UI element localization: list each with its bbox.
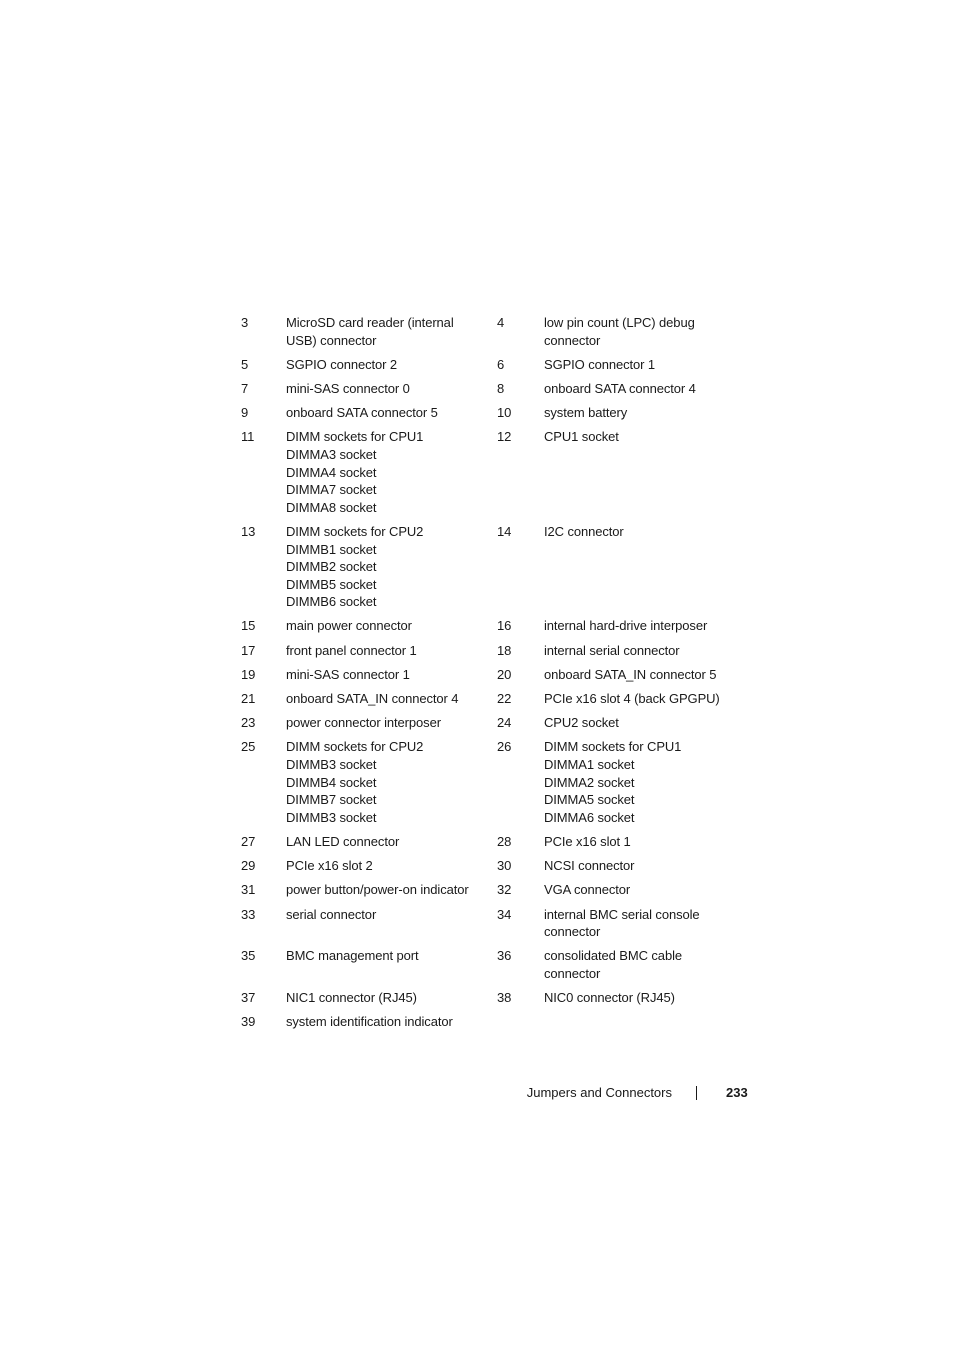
legend-item-label [544,881,741,905]
legend-row [241,642,741,666]
legend-item-label-line: DIMMA8 socket [286,499,377,515]
legend-item-number: 29 [241,858,256,874]
legend-item-label-line: PCIe x16 slot 1 [544,833,631,849]
legend-row [241,738,741,833]
legend-row [241,714,741,738]
legend-item-label-line: DIMMA5 socket [544,792,635,808]
legend-row [241,666,741,690]
legend-item-label-line: BMC management port [286,948,419,964]
legend-item-label-line: DIMMB5 socket [286,576,377,592]
legend-item-number: 9 [241,405,249,421]
legend-item-number: 18 [497,642,512,658]
legend-item-number: 22 [497,691,512,707]
legend-item-label-line: DIMMB7 socket [286,792,377,808]
legend-item-label-line: DIMMB4 socket [286,774,377,790]
legend-item-label [544,523,741,618]
legend-item-label-line: internal BMC serial console [544,906,700,922]
legend-item-label [544,833,741,857]
legend-item-number: 28 [497,833,512,849]
legend-item-number: 30 [497,858,512,874]
legend-item-label-line: serial connector [286,906,377,922]
legend-item-number: 37 [241,990,256,1006]
legend-item-label [286,833,497,857]
legend-item-number: 3 [241,315,249,330]
legend-item-label-line: NCSI connector [544,858,635,874]
footer-separator [696,1086,697,1100]
legend-item-label [544,906,741,948]
legend-item-label-line: DIMMA6 socket [544,809,635,825]
legend-row [241,404,741,428]
legend-row [241,833,741,857]
legend-item-number: 8 [497,380,505,396]
legend-item-number: 15 [241,618,256,634]
legend-item-number [497,1013,544,1037]
legend-item-label-line: DIMMB3 socket [286,757,377,772]
legend-item-label-line: onboard SATA connector 5 [286,405,438,421]
legend-item-label-line: CPU1 socket [544,429,619,445]
legend-item-number: 5 [241,356,249,372]
legend-row [241,380,741,404]
legend-item-label-line: DIMMA1 socket [544,757,635,772]
legend-item-number: 35 [241,948,256,964]
legend-item-label-line: SGPIO connector 2 [286,356,398,372]
legend-item-number: 26 [497,739,512,755]
legend-item-label [286,1013,497,1037]
legend-item-label-line: USB) connector [286,332,377,348]
legend-item-label [286,738,497,833]
legend-item-label [544,989,741,1013]
legend-item-label-line: NIC0 connector (RJ45) [544,990,675,1006]
legend-item-label-line: power connector interposer [286,715,441,731]
legend-item-label-line: mini-SAS connector 0 [286,380,410,396]
legend-item-label-line: DIMMB6 socket [286,594,377,610]
legend-item-label-line: connector [544,965,601,981]
legend-row [241,314,741,356]
legend-item-label-line: onboard SATA_IN connector 4 [286,691,459,707]
legend-item-label-line: DIMMB1 socket [286,541,377,557]
legend-item-number: 36 [497,948,512,964]
legend-item-label-line: internal hard-drive interposer [544,618,708,634]
legend-row [241,881,741,905]
legend-item-label [286,666,497,690]
legend-row [241,989,741,1013]
legend-item-label [544,738,741,833]
legend-item-label-line: internal serial connector [544,642,680,658]
legend-item-label-line: DIMM sockets for CPU2 [286,523,424,539]
legend-row [241,1013,741,1037]
legend-item-label-line: DIMMB3 socket [286,809,377,825]
legend-row [241,906,741,948]
legend-item-label-line: DIMMB2 socket [286,559,377,575]
legend-item-label [286,404,497,428]
legend-item-label [544,857,741,881]
connector-legend-table [241,314,741,1037]
legend-item-label-line: CPU2 socket [544,715,619,731]
legend-item-number: 38 [497,990,512,1006]
legend-row [241,428,741,523]
legend-item-number: 27 [241,833,256,849]
legend-item-number: 4 [497,315,505,330]
legend-item-label [544,1013,741,1037]
legend-item-number: 13 [241,523,256,539]
legend-item-number: 31 [241,882,256,898]
page-footer [0,1084,954,1104]
legend-item-label-line: DIMM sockets for CPU2 [286,739,424,755]
legend-item-label [544,947,741,989]
legend-item-number: 32 [497,882,512,898]
legend-item-label [286,881,497,905]
legend-item-label-line: power button/power-on indicator [286,882,469,898]
legend-item-label-line: DIMM sockets for CPU1 [286,429,424,445]
legend-item-label [544,314,741,356]
legend-item-number: 7 [241,380,249,396]
legend-item-label-line: NIC1 connector (RJ45) [286,990,417,1006]
legend-item-label-line: MicroSD card reader (internal [286,315,454,330]
legend-item-number: 33 [241,906,256,922]
legend-item-label-line: front panel connector 1 [286,642,417,658]
legend-item-label-line: onboard SATA connector 4 [544,380,696,396]
legend-item-label-line: mini-SAS connector 1 [286,666,410,682]
legend-item-label-line: DIMMA3 socket [286,446,377,462]
legend-item-label [544,666,741,690]
legend-item-label [544,404,741,428]
legend-item-number: 34 [497,906,512,922]
legend-item-number: 12 [497,429,512,445]
legend-item-number: 20 [497,666,512,682]
legend-item-label [544,428,741,523]
legend-item-label-line: system identification indicator [286,1014,453,1030]
legend-item-label-line: VGA connector [544,882,631,898]
legend-item-label [286,690,497,714]
legend-item-number: 25 [241,739,256,755]
legend-item-number: 11 [241,429,255,445]
legend-item-label-line: I2C connector [544,523,624,539]
legend-item-number: 23 [241,715,256,731]
legend-item-label-line: DIMMA2 socket [544,774,635,790]
footer-section-title: Jumpers and Connectors [526,1085,672,1100]
legend-item-number: 10 [497,405,512,421]
legend-item-label [544,690,741,714]
legend-item-label [286,314,497,356]
legend-item-number: 17 [241,642,256,658]
legend-item-label-line: consolidated BMC cable [544,948,682,964]
legend-item-label-line: SGPIO connector 1 [544,356,656,372]
legend-item-label [286,523,497,618]
legend-item-label-line: connector [544,924,601,940]
legend-item-number: 19 [241,666,256,682]
legend-row [241,523,741,618]
legend-item-label-line: DIMMA7 socket [286,482,377,498]
legend-item-label [286,947,497,989]
legend-row [241,617,741,641]
legend-item-label-line: connector [544,332,601,348]
legend-item-label [544,380,741,404]
legend-item-label-line: main power connector [286,618,412,634]
legend-item-label [286,356,497,380]
legend-row [241,947,741,989]
legend-row [241,857,741,881]
legend-item-label [286,857,497,881]
legend-item-label-line: LAN LED connector [286,833,400,849]
legend-item-label-line: DIMMA4 socket [286,464,377,480]
legend-item-label-line: PCIe x16 slot 4 (back GPGPU) [544,691,720,707]
legend-item-label-line: DIMM sockets for CPU1 [544,739,682,755]
legend-row [241,690,741,714]
legend-item-label [286,714,497,738]
legend-item-label-line: PCIe x16 slot 2 [286,858,373,874]
legend-item-label [286,642,497,666]
legend-table-body [241,314,741,1037]
legend-item-label [286,380,497,404]
legend-item-label [286,989,497,1013]
legend-item-number: 14 [497,523,512,539]
legend-item-number: 16 [497,618,512,634]
legend-item-label [544,356,741,380]
legend-item-label [544,617,741,641]
legend-item-label [544,714,741,738]
legend-item-number: 39 [241,1014,256,1030]
legend-item-label [286,428,497,523]
legend-item-label-line: low pin count (LPC) debug [544,315,695,330]
legend-item-label [286,617,497,641]
legend-item-label [544,642,741,666]
legend-item-label-line: onboard SATA_IN connector 5 [544,666,717,682]
legend-item-label-line: system battery [544,405,628,421]
legend-row [241,356,741,380]
page-number: 233 [726,1085,748,1100]
legend-item-label [286,906,497,948]
legend-item-number: 21 [241,691,256,707]
legend-item-number: 6 [497,356,505,372]
legend-item-number: 24 [497,715,512,731]
